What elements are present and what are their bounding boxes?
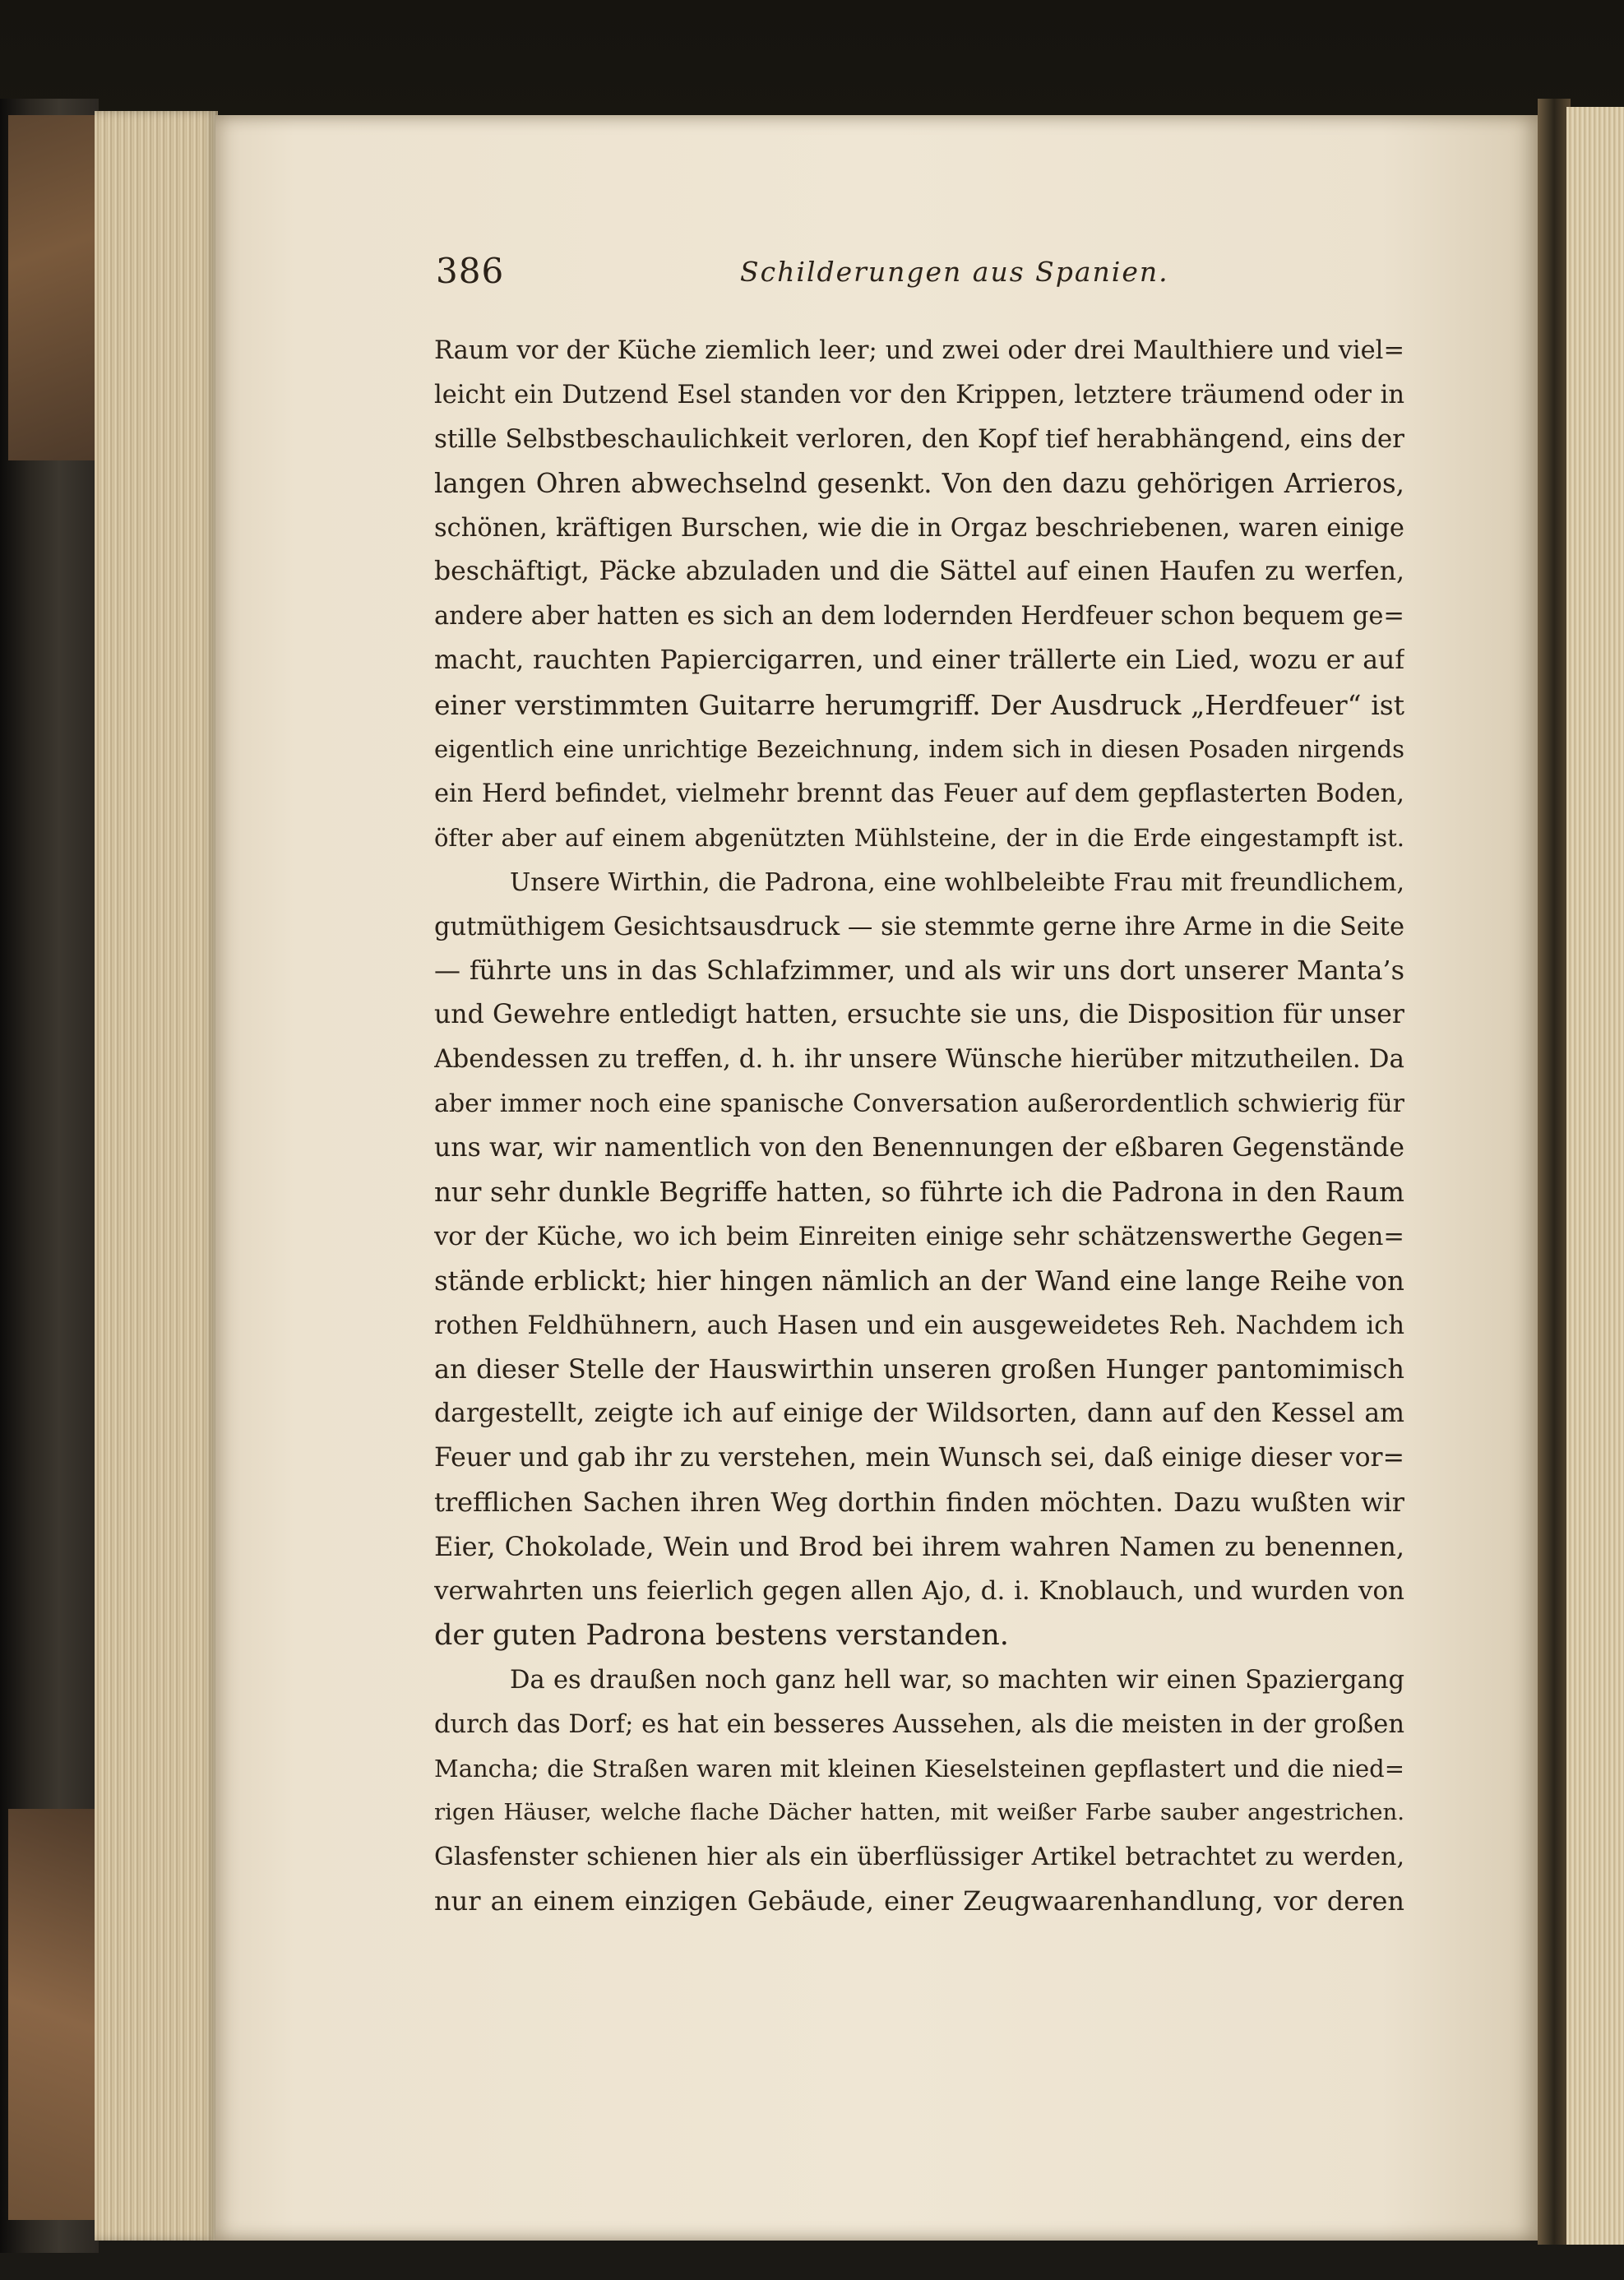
- text-line: gutmüthigem Gesichtsausdruck — sie stemmte gerne ihre Arme in die Seite: [434, 912, 1404, 941]
- text-line: Mancha; die Straßen waren mit kleinen Kieselsteinen gepflastert und die nied=: [434, 1754, 1404, 1783]
- text-line: an dieser Stelle der Hauswirthin unseren großen Hunger pantomimisch: [434, 1353, 1404, 1385]
- text-line: rothen Feldhühnern, auch Hasen und ein ausgeweidetes Reh. Nachdem ich: [434, 1311, 1404, 1340]
- text-line: langen Ohren abwechselnd gesenkt. Von den dazu gehörigen Arrieros,: [434, 467, 1404, 499]
- text-line: stille Selbstbeschaulichkeit verloren, den Kopf tief herabhängend, eins der: [434, 423, 1404, 454]
- cover-corner-top: [8, 115, 99, 460]
- text-line: stände erblickt; hier hingen nämlich an der Wand eine lange Reihe von: [434, 1265, 1404, 1297]
- text-line: Glasfenster schienen hier als ein überflüssiger Artikel betrachtet zu werden,: [434, 1843, 1404, 1872]
- text-line: beschäftigt, Päcke abzuladen und die Sättel auf einen Haufen zu werfen,: [434, 557, 1404, 587]
- text-line: Da es draußen noch ganz hell war, so machten wir einen Spaziergang: [510, 1665, 1404, 1695]
- book-gutter: [1538, 99, 1571, 2245]
- text-line: vor der Küche, wo ich beim Einreiten einige sehr schätzenswerthe Gegen=: [434, 1222, 1404, 1251]
- text-line: Unsere Wirthin, die Padrona, eine wohlbeleibte Frau mit freundlichem,: [510, 867, 1404, 897]
- page-header: [436, 251, 1406, 300]
- text-line: öfter aber auf einem abgenützten Mühlsteine, der in die Erde eingestampft ist.: [434, 823, 1404, 852]
- text-line: Feuer und gab ihr zu verstehen, mein Wunsch sei, daß einige dieser vor=: [434, 1443, 1404, 1473]
- cover-corner-bottom: [8, 1809, 99, 2220]
- text-line: nur sehr dunkle Begriffe hatten, so führte ich die Padrona in den Raum: [434, 1176, 1404, 1208]
- text-line: eigentlich eine unrichtige Bezeichnung, indem sich in diesen Posaden nirgends: [434, 735, 1404, 764]
- text-line: nur an einem einzigen Gebäude, einer Zeugwaarenhandlung, vor deren: [434, 1885, 1404, 1917]
- text-line: — führte uns in das Schlafzimmer, und als wir uns dort unserer Manta’s: [434, 955, 1404, 987]
- running-head: Schilderungen aus Spanien.: [740, 256, 1169, 288]
- text-line: verwahrten uns feierlich gegen allen Ajo, d. i. Knoblauch, und wurden von: [434, 1575, 1404, 1606]
- text-line: ein Herd befindet, vielmehr brennt das Feuer auf dem gepflasterten Boden,: [434, 779, 1404, 808]
- text-line: leicht ein Dutzend Esel standen vor den Krippen, letztere träumend oder in: [434, 380, 1404, 409]
- text-line: trefflichen Sachen ihren Weg dorthin finden möchten. Dazu wußten wir: [434, 1487, 1404, 1519]
- text-line: der guten Padrona bestens verstanden.: [434, 1618, 1009, 1652]
- text-line: uns war, wir namentlich von den Benennungen der eßbaren Gegenstände: [434, 1133, 1404, 1163]
- text-line: rigen Häuser, welche flache Dächer hatten, mit weißer Farbe sauber angestrichen.: [434, 1799, 1404, 1826]
- text-line: andere aber hatten es sich an dem lodernden Herdfeuer schon bequem ge=: [434, 602, 1404, 631]
- text-line: Raum vor der Küche ziemlich leer; und zwei oder drei Maulthiere und viel=: [434, 336, 1404, 365]
- text-line: schönen, kräftigen Burschen, wie die in Orgaz beschriebenen, waren einige: [434, 513, 1404, 543]
- body-text: [434, 329, 1404, 1924]
- page-edges-right: [1566, 107, 1624, 2245]
- text-line: und Gewehre entledigt hatten, ersuchte sie uns, die Disposition für unser: [434, 1000, 1404, 1030]
- page-edges-left: [95, 111, 218, 2241]
- text-line: aber immer noch eine spanische Conversation außerordentlich schwierig für: [434, 1089, 1404, 1119]
- text-line: einer verstimmten Guitarre herumgriff. Der Ausdruck „Herdfeuer“ ist: [434, 689, 1404, 722]
- text-line: Abendessen zu treffen, d. h. ihr unsere Wünsche hierüber mitzutheilen. Da: [434, 1044, 1404, 1075]
- text-line: macht, rauchten Papiercigarren, und einer trällerte ein Lied, wozu er auf: [434, 645, 1404, 676]
- text-line: durch das Dorf; es hat ein besseres Aussehen, als die meisten in der großen: [434, 1709, 1404, 1739]
- text-line: dargestellt, zeigte ich auf einige der Wildsorten, dann auf den Kessel am: [434, 1399, 1404, 1429]
- page-number: 386: [436, 251, 505, 291]
- text-line: Eier, Chokolade, Wein und Brod bei ihrem wahren Namen zu benennen,: [434, 1531, 1404, 1563]
